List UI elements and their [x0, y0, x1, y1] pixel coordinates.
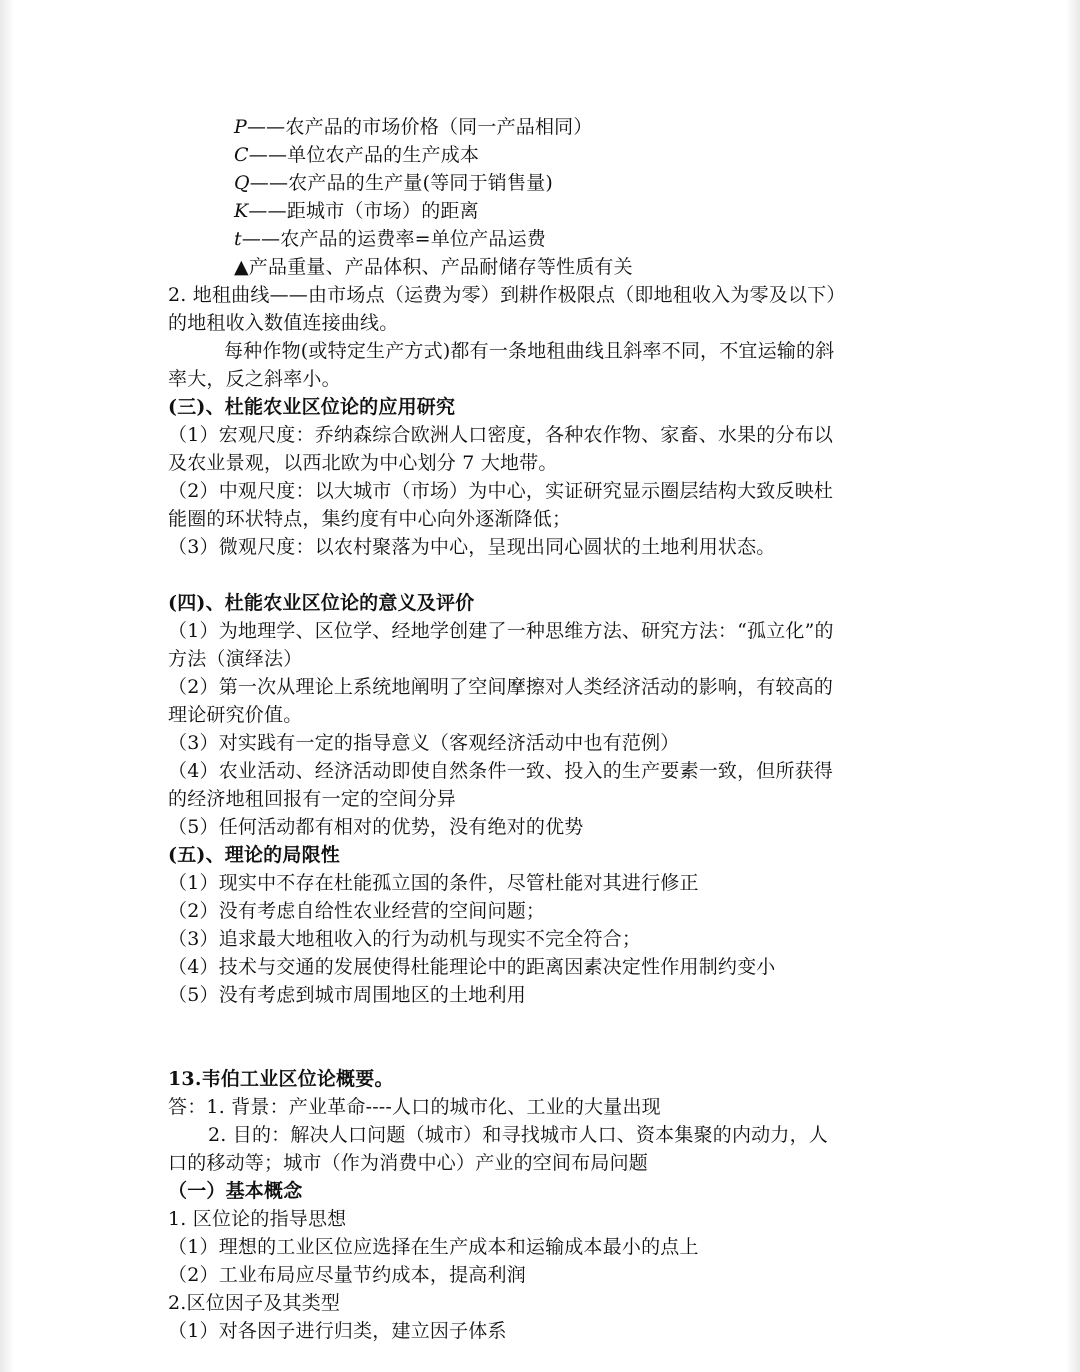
- section-3-line: （2）中观尺度：以大城市（市场）为中心，实证研究显示圈层结构大致反映杜: [168, 480, 834, 502]
- basic-concepts-heading: （一）基本概念: [168, 1180, 303, 1202]
- section-5-line: （3）追求最大地租收入的行为动机与现实不完全符合；: [168, 928, 642, 950]
- section-3-line: （1）宏观尺度：乔纳森综合欧洲人口密度，各种农作物、家畜、水果的分布以: [168, 424, 834, 446]
- definition-text: ——农产品的生产量(等同于销售量): [249, 172, 554, 194]
- section-5-line: （2）没有考虑自给性农业经营的空间问题；: [168, 900, 546, 922]
- section-4-line: 理论研究价值。: [168, 704, 303, 726]
- question-13-line: （1）对各因子进行归类，建立因子体系: [168, 1320, 507, 1342]
- rent-curve-line-3: 每种作物(或特定生产方式)都有一条地租曲线且斜率不同，不宜运输的斜: [224, 340, 835, 362]
- page-edge-shadow-left: [0, 0, 14, 1372]
- symbol-c: C: [234, 144, 249, 166]
- document-page: [168, 113, 918, 1345]
- definition-p: [168, 113, 918, 141]
- page-edge-shadow-right: [1066, 0, 1080, 1372]
- question-13-answer-2b: 口的移动等；城市（作为消费中心）产业的空间布局问题: [168, 1152, 649, 1174]
- question-13-title: 13.韦伯工业区位论概要。: [168, 1068, 394, 1090]
- section-5-line: （4）技术与交通的发展使得杜能理论中的距离因素决定性作用制约变小: [168, 956, 776, 978]
- rent-curve-line-1: 2. 地租曲线——由市场点（运费为零）到耕作极限点（即地租收入为零及以下）: [168, 284, 846, 306]
- section-4-line: （1）为地理学、区位学、经地学创建了一种思维方法、研究方法：“孤立化”的: [168, 620, 834, 642]
- symbol-q: Q: [234, 172, 250, 194]
- blank-lines: [168, 1009, 918, 1065]
- question-13-line: （2）工业布局应尽量节约成本，提高利润: [168, 1264, 526, 1286]
- question-13-answer-1: 答：1. 背景：产业革命----人口的城市化、工业的大量出现: [168, 1096, 661, 1118]
- section-5-line: （5）没有考虑到城市周围地区的土地利用: [168, 984, 526, 1006]
- section-3-heading: (三)、杜能农业区位论的应用研究: [168, 396, 456, 418]
- symbol-t: t: [234, 228, 242, 250]
- section-4-line: （4）农业活动、经济活动即使自然条件一致、投入的生产要素一致，但所获得: [168, 760, 834, 782]
- triangle-note: ▲产品重量、产品体积、产品耐储存等性质有关: [234, 256, 633, 278]
- section-3-line: 及农业景观，以西北欧为中心划分 7 大地带。: [168, 452, 558, 474]
- question-13-line: 1. 区位论的指导思想: [168, 1208, 347, 1230]
- rent-curve-line-2: 的地租收入数值连接曲线。: [168, 312, 399, 334]
- definition-text: ——农产品的市场价格（同一产品相同）: [246, 116, 593, 138]
- blank-line: [168, 561, 918, 589]
- section-4-heading: (四)、杜能农业区位论的意义及评价: [168, 592, 475, 614]
- section-3-line: 能圈的环状特点，集约度有中心向外逐渐降低；: [168, 508, 572, 530]
- question-13-line: 2.区位因子及其类型: [168, 1292, 341, 1314]
- section-4-line: 的经济地租回报有一定的空间分异: [168, 788, 457, 810]
- section-5-line: （1）现实中不存在杜能孤立国的条件，尽管杜能对其进行修正: [168, 872, 699, 894]
- symbol-k: K: [234, 200, 249, 222]
- section-4-line: （3）对实践有一定的指导意义（客观经济活动中也有范例）: [168, 732, 680, 754]
- definition-q: [168, 169, 918, 197]
- section-4-line: （5）任何活动都有相对的优势，没有绝对的优势: [168, 816, 584, 838]
- section-4-line: 方法（演绎法）: [168, 648, 303, 670]
- section-5-heading: (五)、理论的局限性: [168, 844, 340, 866]
- question-13-line: （1）理想的工业区位应选择在生产成本和运输成本最小的点上: [168, 1236, 699, 1258]
- symbol-p: P: [234, 116, 247, 138]
- question-13-answer-2a: 2. 目的：解决人口问题（城市）和寻找城市人口、资本集聚的内动力，人: [208, 1124, 828, 1146]
- definition-k: [168, 197, 918, 225]
- definition-text: ——单位农产品的生产成本: [248, 144, 480, 166]
- definition-text: ——农产品的运费率=单位产品运费: [241, 228, 546, 250]
- definition-text: ——距城市（市场）的距离: [248, 200, 479, 222]
- definition-c: [168, 141, 918, 169]
- definition-t: [168, 225, 918, 253]
- rent-curve-line-4: 率大，反之斜率小。: [168, 368, 341, 390]
- section-4-line: （2）第一次从理论上系统地阐明了空间摩擦对人类经济活动的影响，有较高的: [168, 676, 834, 698]
- section-3-line: （3）微观尺度：以农村聚落为中心，呈现出同心圆状的土地利用状态。: [168, 536, 776, 558]
